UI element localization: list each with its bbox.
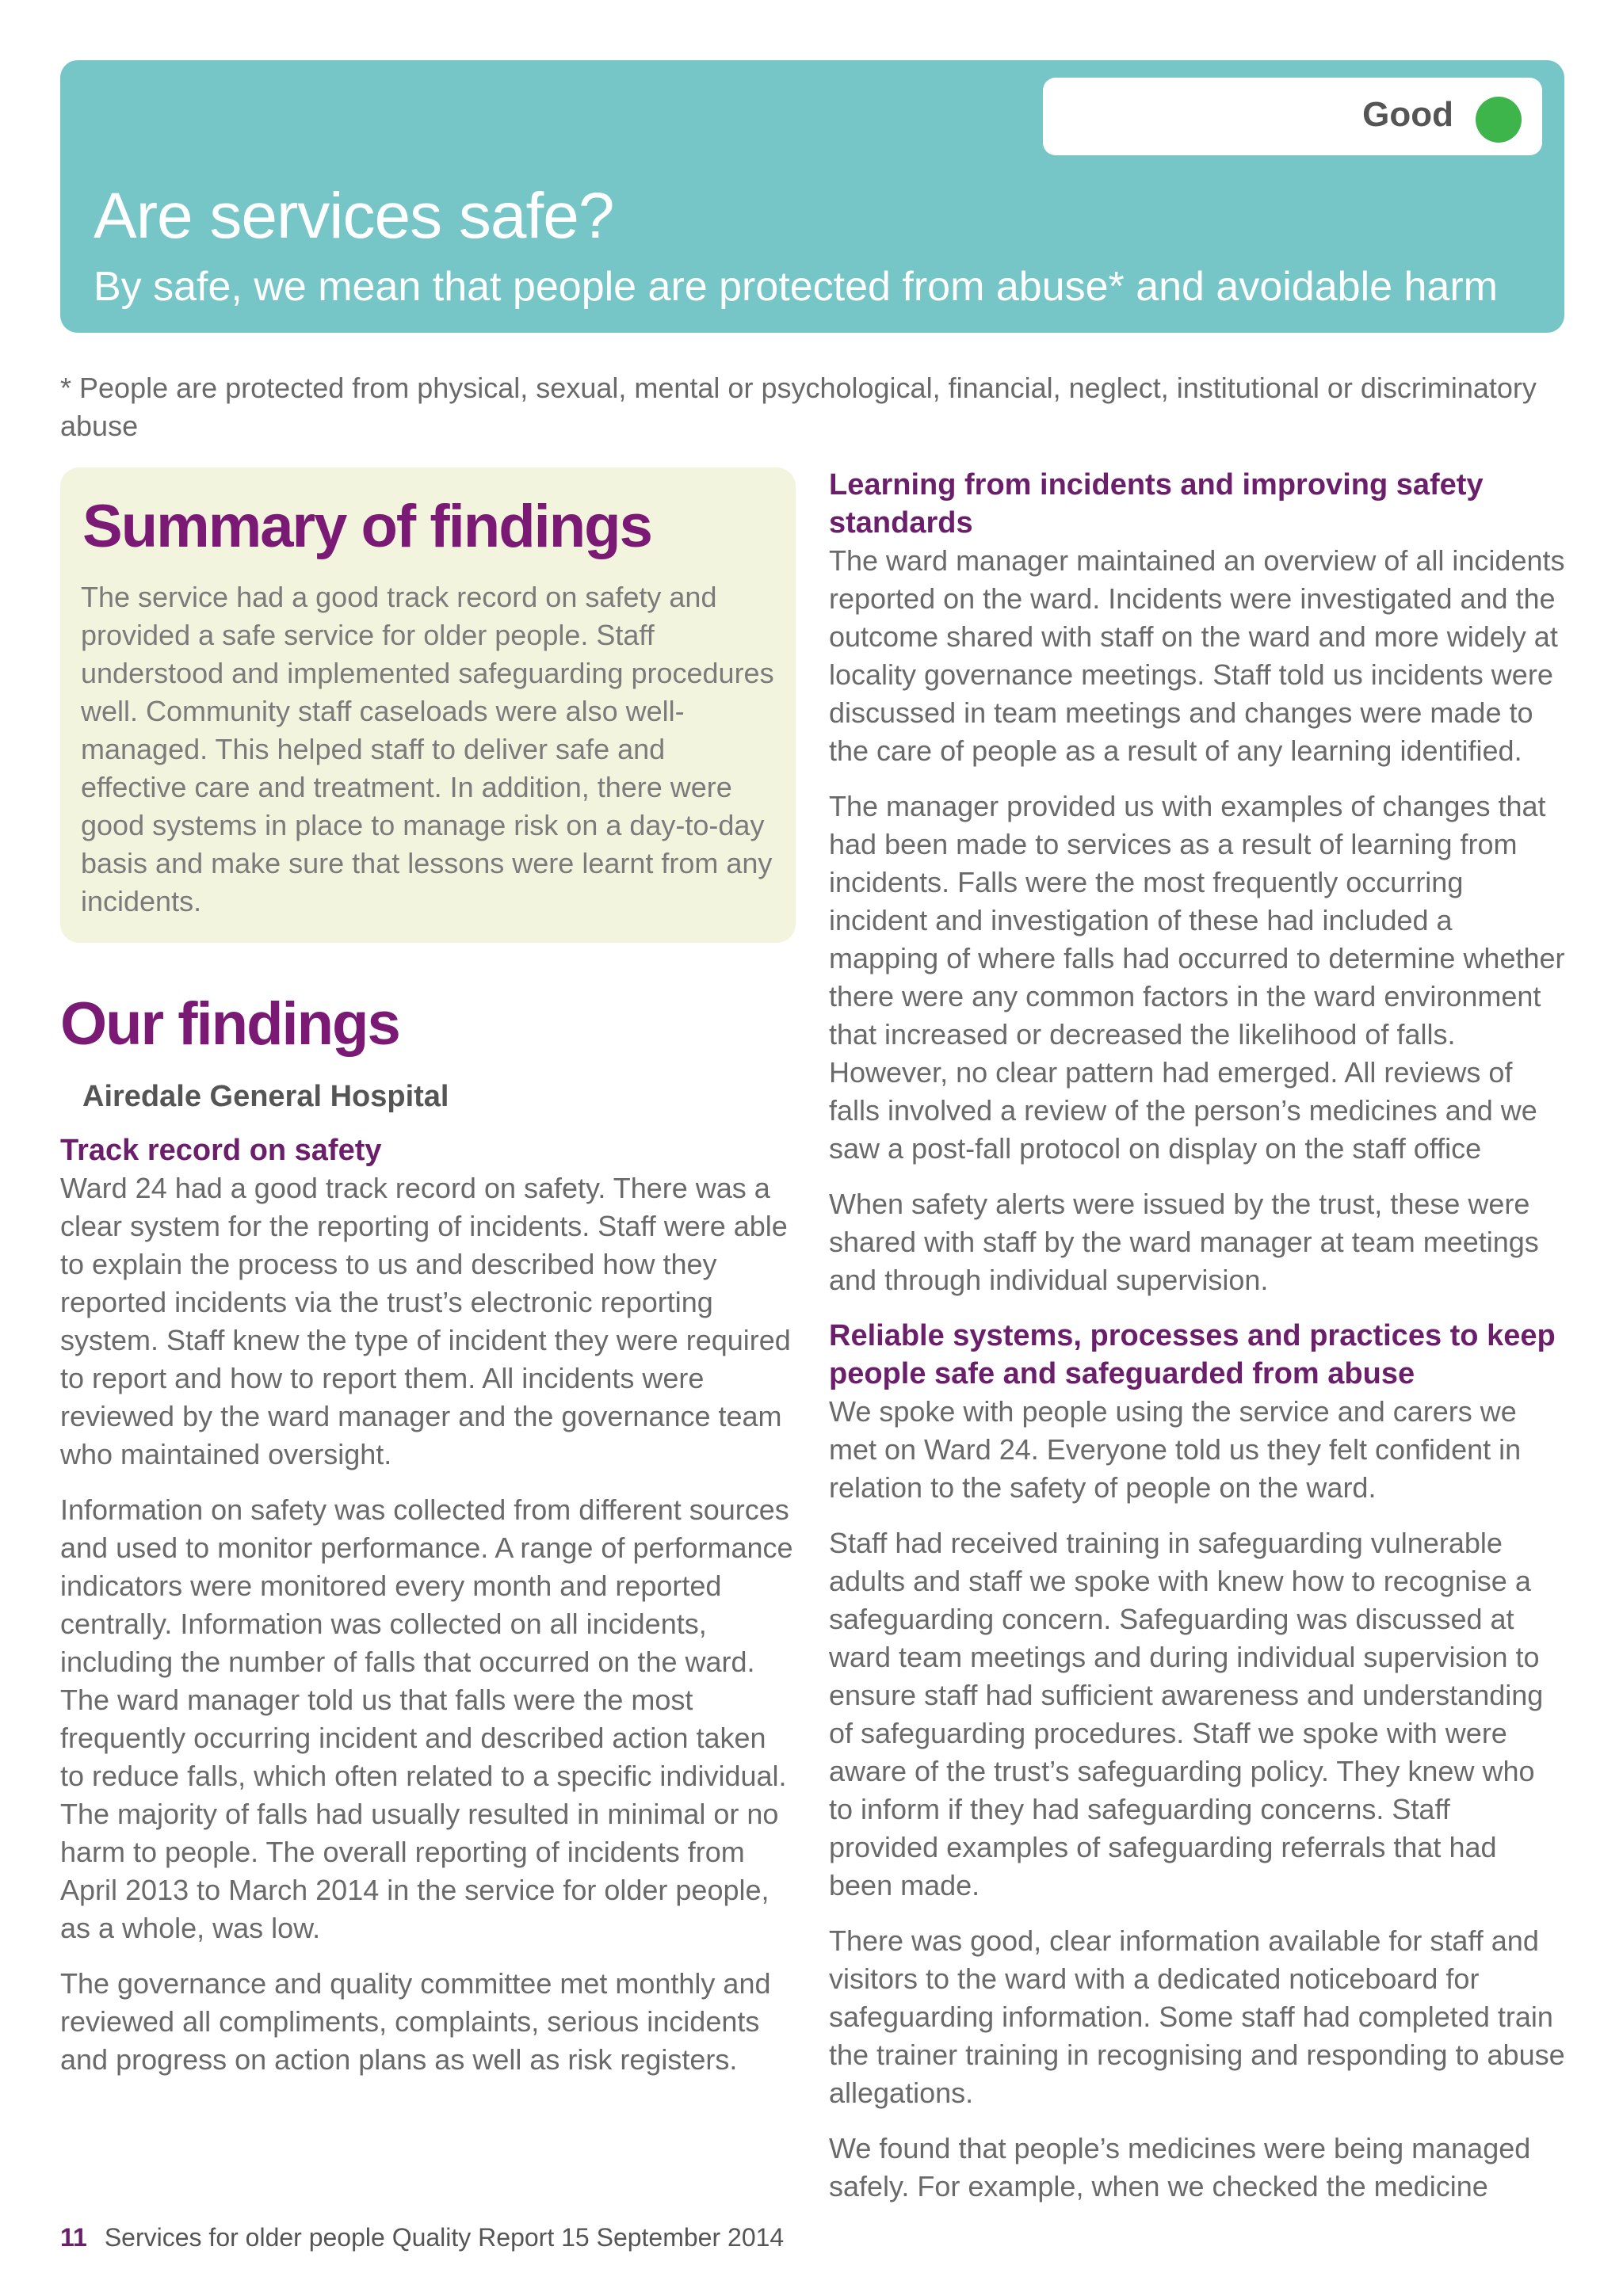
paragraph: The ward manager maintained an overview of all incidents reported on the ward. Incidents were investigated and the outcome shared with staff on the ward and more widely at locality governance meetings. Staff told us incidents were discussed in team meetings and changes were made to the care of people as a result of any learning identified. (829, 544, 1565, 767)
domain-banner (60, 60, 1564, 333)
paragraph: Staff had received training in safeguarding vulnerable adults and staff we spoke with knew how to recognise a safeguarding concern. Safeguarding was discussed at ward team meetings and during individual supervision to ensure staff had sufficient awareness and understanding of safeguarding procedures. Staff we spoke with were aware of the trust’s safeguarding policy. They knew who to inform if they had safeguarding concerns. Staff provided examples of safeguarding referrals that had been made. (829, 1527, 1544, 1901)
summary-heading: Summary of findings (82, 493, 651, 560)
summary-body: The service had a good track record on safety and provided a safe service for older people. Staff understood and implemented safeguarding procedures well. Community staff caseloads were also well-managed. This helped staff to deliver safe and effective care and treatment. In addition, there were good systems in place to manage risk on a day-to-day basis and make sure that lessons were learnt from any incidents. (81, 581, 774, 917)
footer-text: Services for older people Quality Report 15 September 2014 (104, 2223, 785, 2252)
page-number: 11 (60, 2223, 87, 2252)
findings-heading: Our findings (60, 990, 399, 1058)
rating-dot-icon (1476, 97, 1522, 143)
reliable-systems-heading: Reliable systems, processes and practices to keep people safe and safeguarded from abuse (829, 1319, 1556, 1390)
rating-label: Good (1362, 95, 1453, 134)
banner-subtitle: By safe, we mean that people are protected from abuse* and avoidable harm (94, 264, 1498, 310)
paragraph: Ward 24 had a good track record on safety. There was a clear system for the reporting of incidents. Staff were able to explain the process to us and described how they reported incidents via the trust’s electronic reporting system. Staff knew the type of incident they were required to report and how to report them. All incidents were reviewed by the ward manager and the governance team who maintained oversight. (60, 1172, 791, 1470)
location-name: Airedale General Hospital (82, 1080, 449, 1113)
paragraph: There was good, clear information available for staff and visitors to the ward with a dedicated noticeboard for safeguarding information. Some staff had completed train the trainer training in recognising and responding to abuse allegations. (829, 1924, 1565, 2109)
footnote: * People are protected from physical, sexual, mental or psychological, financial, neglect, institutional or discriminatory abuse (60, 372, 1537, 442)
paragraph: When safety alerts were issued by the trust, these were shared with staff by the ward manager at team meetings and through individual supervision. (829, 1188, 1539, 1296)
paragraph: We spoke with people using the service and carers we met on Ward 24. Everyone told us they felt confident in relation to the safety of people on the ward. (829, 1395, 1522, 1504)
paragraph: The manager provided us with examples of changes that had been made to services as a result of learning from incidents. Falls were the most frequently occurring incident and investigation of these had included a mapping of where falls had occurred to determine whether there were any common factors in the ward environment that increased or decreased the likelihood of falls. However, no clear pattern had emerged. All reviews of falls involved a review of the person’s medicines and we saw a post-fall protocol on display on the staff office (829, 790, 1565, 1165)
track-record-heading: Track record on safety (60, 1134, 382, 1167)
banner-title: Are services safe? (94, 180, 614, 252)
summary-box (60, 467, 796, 943)
paragraph: The governance and quality committee met monthly and reviewed all compliments, complaints, serious incidents and progress on action plans as well as risk registers. (60, 1967, 771, 2076)
right-column (829, 466, 1566, 2223)
page-footer (60, 2223, 784, 2252)
left-column (60, 467, 796, 2096)
rating-box (1043, 78, 1542, 155)
paragraph: Information on safety was collected from different sources and used to monitor performance. A range of performance indicators were monitored every month and reported centrally. Information was collected on all incidents, including the number of falls that occurred on the ward. The ward manager told us that falls were the most frequently occurring incident and described action taken to reduce falls, which often related to a specific individual. The majority of falls had usually resulted in minimal or no harm to people. The overall reporting of incidents from April 2013 to March 2014 in the service for older people, as a whole, was low. (60, 1493, 793, 1944)
paragraph: We found that people’s medicines were being managed safely. For example, when we checked the medicine (829, 2132, 1531, 2203)
learning-heading: Learning from incidents and improving safety standards (829, 468, 1484, 540)
